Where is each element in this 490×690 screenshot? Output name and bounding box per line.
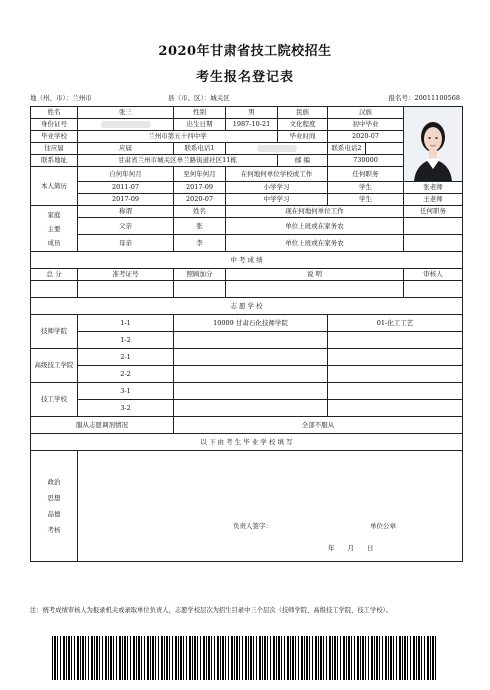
wish-1-1-code: 1-1 xyxy=(78,315,174,332)
wish-group1-label: 技师学院 xyxy=(31,315,78,349)
resume-header-to: 至何年何月 xyxy=(174,167,226,182)
exam-bonus-value xyxy=(174,281,226,298)
adjust-value: 全部不服从 xyxy=(174,417,463,434)
wish-3-1-major xyxy=(328,383,463,400)
footnote: 注：统考成绩审核人为报录机关或录取单位负责人，志愿学校层次为招生目录中三个层次（技师学院、高级技工学院、技工学校）。 xyxy=(30,607,393,614)
phone2-label: 联系电话2 xyxy=(328,143,366,155)
exam-header-total: 总 分 xyxy=(31,269,78,281)
family-row2-title: 母亲 xyxy=(78,235,174,252)
family-label-3: 成员 xyxy=(47,238,61,247)
grad-value: 2020-07 xyxy=(328,131,404,143)
home-label: 往应届 xyxy=(31,143,78,155)
family-header-name: 姓名 xyxy=(174,206,226,218)
id-value xyxy=(78,119,174,131)
phone1-value xyxy=(226,143,328,155)
exam-total-value xyxy=(31,281,78,298)
grad-label: 毕业时间 xyxy=(278,131,328,143)
review-section-title: 以 下 由 考 生 毕 业 学 校 填 写 xyxy=(31,434,463,451)
wish-2-1-school xyxy=(174,349,328,366)
edu-value: 初中毕业 xyxy=(328,119,404,131)
review-label-1: 政治 xyxy=(47,478,61,486)
exam-ticket-value xyxy=(78,281,174,298)
adjust-label: 服从志愿调剂情况 xyxy=(31,417,174,434)
resume-row1-from: 2011-07 xyxy=(78,182,174,194)
photo-cell xyxy=(404,107,463,182)
exam-section-title: 中 考 成 绩 xyxy=(31,252,463,269)
family-label-2: 主要 xyxy=(47,224,61,233)
wish-section-title: 志 愿 学 校 xyxy=(31,298,463,315)
addr-value: 甘肃省兰州市城关区皋兰路街道社区11栋 xyxy=(78,155,278,167)
resume-row1-witness: 张老师 xyxy=(404,182,463,194)
phone2-value xyxy=(366,143,404,155)
wish-3-1-code: 3-1 xyxy=(78,383,174,400)
exam-header-reviewer: 审核人 xyxy=(404,269,463,281)
wish-2-1-code: 2-1 xyxy=(78,349,174,366)
wish-3-2-school xyxy=(174,400,328,417)
name-value: 张三 xyxy=(78,107,174,119)
resume-header-place: 在何地何单位学校或工作 xyxy=(226,167,328,182)
exam-header-ticket: 准考证号 xyxy=(78,269,174,281)
phone1-label: 联系电话1 xyxy=(174,143,226,155)
wish-1-1-school: 10009 甘肃石化技师学院 xyxy=(174,315,328,332)
wish-1-2-major xyxy=(328,332,463,349)
family-row2-duty xyxy=(404,235,463,252)
resume-header-from: 自何年何月 xyxy=(78,167,174,182)
nation-value: 汉族 xyxy=(328,107,404,119)
resume-row1-to: 2017-09 xyxy=(174,182,226,194)
family-label-1: 家庭 xyxy=(47,210,61,219)
resume-row2-witness: 王老师 xyxy=(404,194,463,206)
wish-2-2-code: 2-2 xyxy=(78,366,174,383)
sex-value: 男 xyxy=(226,107,278,119)
wish-1-2-code: 1-2 xyxy=(78,332,174,349)
reg-no-label: 报名号：20011100568 xyxy=(388,94,460,102)
resume-row2-from: 2017-09 xyxy=(78,194,174,206)
region-label: 地（州、市）：兰州市 xyxy=(30,94,92,102)
family-row1-name: 张 xyxy=(174,218,226,235)
exam-desc-value xyxy=(226,281,404,298)
wish-group3-label: 技工学校 xyxy=(31,383,78,417)
family-header-work: 现在何地何单位工作 xyxy=(226,206,404,218)
exam-header-bonus: 照顾加分 xyxy=(174,269,226,281)
barcode-icon xyxy=(52,636,437,680)
family-row2-name: 李 xyxy=(174,235,226,252)
registration-table xyxy=(30,106,463,562)
wish-3-2-code: 3-2 xyxy=(78,400,174,417)
birth-value: 1987-10-21 xyxy=(226,119,278,131)
wish-2-1-major xyxy=(328,349,463,366)
exam-reviewer-value xyxy=(404,281,463,298)
wish-group2-label: 高级技工学院 xyxy=(31,349,78,383)
applicant-photo xyxy=(404,107,462,181)
school-value: 兰州市第五十四中学 xyxy=(78,131,278,143)
review-label xyxy=(31,451,78,562)
home-value: 应届 xyxy=(78,143,174,155)
resume-row1-duty: 学生 xyxy=(328,182,404,194)
review-label-3: 品德 xyxy=(47,510,61,518)
phone1-redacted xyxy=(257,145,297,152)
review-signer: 负责人签字： xyxy=(233,522,272,530)
review-content xyxy=(78,451,463,562)
wish-1-1-major: 01-化工工艺 xyxy=(328,315,463,332)
form-title-line2: 考生报名登记表 xyxy=(195,70,294,85)
form-header-line xyxy=(30,93,460,103)
review-date: 年 月 日 xyxy=(328,544,374,552)
resume-row2-duty: 学生 xyxy=(328,194,404,206)
zip-value: 730000 xyxy=(328,155,404,167)
wish-1-2-school xyxy=(174,332,328,349)
resume-row1-place: 小学学习 xyxy=(226,182,328,194)
county-label: 县（市、区）：城关区 xyxy=(168,94,230,102)
form-title-line1: 2020年甘肃省技工院校招生 xyxy=(158,44,332,59)
exam-header-desc: 说 明 xyxy=(226,269,404,281)
resume-row2-place: 中学学习 xyxy=(226,194,328,206)
review-seal: 单位公章 xyxy=(370,522,396,530)
family-row1-title: 父亲 xyxy=(78,218,174,235)
nation-label: 民族 xyxy=(278,107,328,119)
family-header-title: 称谓 xyxy=(78,206,174,218)
family-label xyxy=(31,206,78,252)
edu-label: 文化程度 xyxy=(278,119,328,131)
family-row2-work: 单位上班或在家务农 xyxy=(226,235,404,252)
family-row1-work: 单位上班或在家务农 xyxy=(226,218,404,235)
wish-3-2-major xyxy=(328,400,463,417)
id-redacted xyxy=(101,121,151,128)
name-label: 姓名 xyxy=(31,107,78,119)
family-header-duty: 任何职务 xyxy=(404,206,463,218)
wish-3-1-school xyxy=(174,383,328,400)
portrait-icon xyxy=(404,107,462,181)
zip-label: 邮 编 xyxy=(278,155,328,167)
review-label-4: 考核 xyxy=(47,526,61,534)
family-row1-duty xyxy=(404,218,463,235)
sex-label: 性别 xyxy=(174,107,226,119)
school-label: 毕业学校 xyxy=(31,131,78,143)
wish-2-2-school xyxy=(174,366,328,383)
resume-label: 本人简历 xyxy=(31,167,78,206)
wish-2-2-major xyxy=(328,366,463,383)
id-label: 身份证号 xyxy=(31,119,78,131)
addr-label: 联系地址 xyxy=(31,155,78,167)
birth-label: 出生日期 xyxy=(174,119,226,131)
review-label-2: 思想 xyxy=(47,494,61,502)
resume-row2-to: 2020-07 xyxy=(174,194,226,206)
resume-header-duty: 任何职务 xyxy=(328,167,404,182)
